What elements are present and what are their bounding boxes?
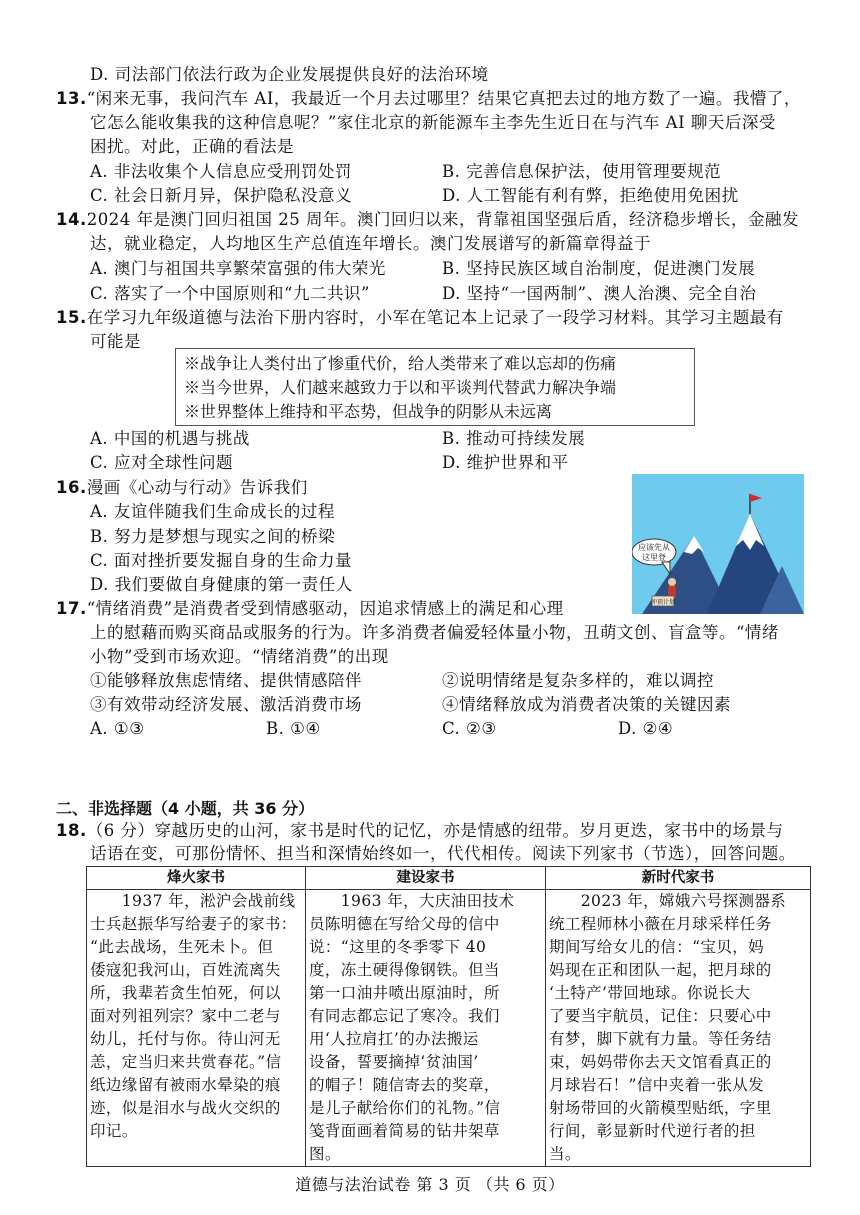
q15-option-a[interactable]: A. 中国的机遇与挑战 (90, 429, 250, 448)
q14-option-b[interactable]: B. 坚持民族区域自治制度，促进澳门发展 (442, 259, 756, 278)
q17-option-c[interactable]: C. ②③ (442, 719, 497, 738)
page-footer: 道德与法治试卷 第 3 页 （共 6 页） (295, 1175, 565, 1194)
q15-stem-line2: 可能是 (90, 332, 141, 351)
table-content-row (87, 890, 811, 1167)
q17-stem-line2: 上的慰藉而购买商品或服务的行为。许多消费者偏爱轻体量小物，丑萌文创、盲盒等。“情绪 (90, 623, 779, 642)
column-title-construction: 建设家书 (306, 867, 546, 890)
q14-option-a[interactable]: A. 澳门与祖国共享繁荣富强的伟大荣光 (90, 259, 386, 278)
q16-option-c[interactable]: C. 面对挫折要发掘自身的生命力量 (90, 551, 353, 570)
bubble-text-1: 应该先从 (638, 543, 670, 552)
q17-number: 17. (56, 599, 87, 618)
q17-option-b[interactable]: B. ①④ (266, 719, 321, 738)
q16-stem: 16.漫画《心动与行动》告诉我们 (56, 478, 308, 497)
q14-stem-line1: 14.2024 年是澳门回归祖国 25 周年。澳门回归以来，背靠祖国坚强后盾，经济稳步增长，金融发 (56, 210, 799, 229)
family-letters-table (86, 866, 811, 1167)
q14-number: 14. (56, 210, 87, 229)
q14-option-c[interactable]: C. 落实了一个中国原则和“九二共识” (90, 284, 370, 303)
q15-option-d[interactable]: D. 维护世界和平 (442, 453, 569, 472)
climber-head (668, 578, 676, 586)
q13-stem-line2: 它怎么能收集我的这种信息呢？”家住北京的新能源车主李先生近日在与汽车 AI 聊天后深受 (90, 113, 776, 132)
q17-statement-2: ②说明情绪是复杂多样的，难以调控 (442, 671, 714, 690)
section-heading: 二、非选择题（4 小题，共 36 分） (56, 799, 315, 818)
q14-stem-line2: 达，就业稳定，人均地区生产总值连年增长。澳门发展谱写的新篇章得益于 (90, 234, 651, 253)
q13-stem-line3: 困扰。对此，正确的看法是 (90, 137, 294, 156)
new-era-letter-cell: 2023 年，嫦娥六号探测器系 统工程师林小薇在月球采样任务 期间写给女儿的信：“宝贝，妈 妈现在正和团队一起，把月球的 ‘土特产’带回地球。你说长大 了要当宇航员，记住：只要心中 有梦，脚下就有力量。等任务结 束，妈妈带你去天文馆看真正的 月球岩石！”信中夹着一张从发 射场带回的火箭模型贴纸，字里 行间，彰显新时代逆行者的担 当。 (546, 890, 811, 1167)
q16-cartoon-image (632, 474, 804, 614)
q18-number: 18. (56, 821, 87, 840)
q17-option-d[interactable]: D. ②④ (618, 719, 674, 738)
q14-option-d[interactable]: D. 坚持“一国两制”、澳人治澳、完全自治 (442, 284, 757, 303)
q16-option-b[interactable]: B. 努力是梦想与现实之间的桥梁 (90, 527, 336, 546)
q15-material-box (175, 348, 695, 426)
q13-number: 13. (56, 89, 87, 108)
q15-stem-line1: 15.在学习九年级道德与法治下册内容时，小军在笔记本上记录了一段学习材料。其学习主题最有 (56, 308, 784, 327)
q15-material-2: ※当今世界，人们越来越致力于以和平谈判代替武力解决争端 (184, 378, 617, 397)
q17-stem-line3: 小物”受到市场欢迎。“情绪消费”的出现 (90, 647, 389, 666)
q18-stem-line1: 18.（6 分）穿越历史的山河，家书是时代的记忆，亦是情感的纽带。岁月更迭，家书中的场景与 (56, 821, 784, 840)
column-title-wartime: 烽火家书 (87, 867, 306, 890)
table-header-row (87, 867, 811, 890)
q15-material-1: ※战争让人类付出了惨重代价，给人类带来了难以忘却的伤痛 (184, 354, 617, 373)
q16-option-a[interactable]: A. 友谊伴随我们生命成长的过程 (90, 502, 335, 521)
construction-letter-cell: 1963 年，大庆油田技术 员陈明德在写给父母的信中 说：“这里的冬季零下 40 度，冻土硬得像钢铁。但当 第一口油井喷出原油时，所 有同志都忘记了寒冷。我们 用‘人拉肩扛’的办法搬运 设备，誓要摘掉‘贫油国’ 的帽子！随信寄去的奖章， 是儿子献给你们的礼物。”信 笺背面画着简易的钻井架草 图。 (306, 890, 546, 1167)
wartime-letter-cell: 1937 年，淞沪会战前线 士兵赵振华写给妻子的家书： “此去战场，生死未卜。但 倭寇犯我河山，百姓流离失 所，我辈若贪生怕死，何以 面对列祖列宗？家中二老与 幼儿，托付与你。待山河无 恙，定当归来共赏春花。”信 纸边缘留有被雨水晕染的痕 迹，似是泪水与战火交织的 印记。 (87, 890, 306, 1167)
q15-number: 15. (56, 308, 87, 327)
q15-option-b[interactable]: B. 推动可持续发展 (442, 429, 586, 448)
q15-option-c[interactable]: C. 应对全球性问题 (90, 453, 234, 472)
bubble-text-2: 这里登 (642, 553, 666, 562)
q12-option-d[interactable]: D. 司法部门依法行政为企业发展提供良好的法治环境 (90, 65, 489, 84)
q13-option-c[interactable]: C. 社会日新月异，保护隐私没意义 (90, 186, 353, 205)
q15-material-3: ※世界整体上维持和平态势，但战争的阴影从未远离 (184, 402, 553, 421)
q17-statement-4: ④情绪释放成为消费者决策的关键因素 (442, 695, 731, 714)
q18-stem-line2: 话语在变，可那份情怀、担当和深情始终如一，代代相传。阅读下列家书（节选），回答问题。 (90, 844, 796, 863)
q17-stem-line1: 17.“情绪消费”是消费者受到情感驱动，因追求情感上的满足和心理 (56, 599, 564, 618)
q13-option-a[interactable]: A. 非法收集个人信息应受刑罚处罚 (90, 162, 352, 181)
q16-option-d[interactable]: D. 我们要做自身健康的第一责任人 (90, 575, 353, 594)
q17-option-a[interactable]: A. ①③ (90, 719, 145, 738)
q17-statement-3: ③有效带动经济发展、激活消费市场 (90, 695, 362, 714)
q13-option-d[interactable]: D. 人工智能有利有弊，拒绝使用免困扰 (442, 186, 739, 205)
q13-option-b[interactable]: B. 完善信息保护法，使用管理要规范 (442, 162, 722, 181)
column-title-new-era: 新时代家书 (546, 867, 811, 890)
q13-stem-line1: 13.“闲来无事，我问汽车 AI，我最近一个月去过哪里？结果它真把去过的地方数了一遍。我懵了， (56, 89, 801, 108)
q16-number: 16. (56, 478, 87, 497)
q17-statement-1: ①能够释放焦虑情绪、提供情感陪伴 (90, 671, 362, 690)
plan-sign-text: 冲顶计划 (650, 599, 676, 606)
